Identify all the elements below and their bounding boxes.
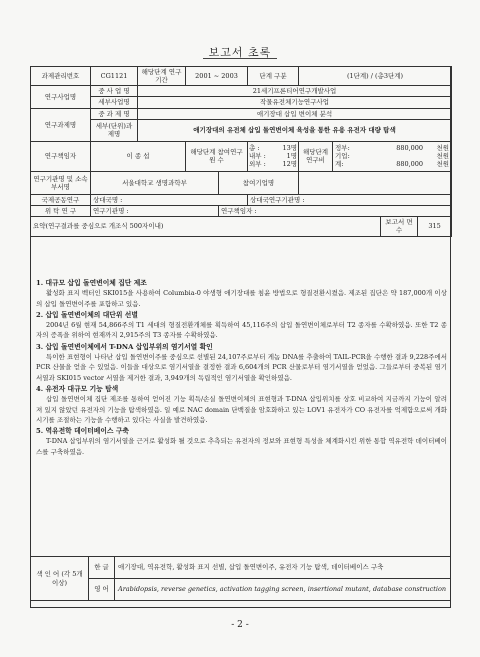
external-value: 12명 [282, 160, 298, 169]
section-heading: 5. 역유전학 데이터베이스 구축 [36, 427, 129, 436]
mid-label: 중 사 업 명 [91, 86, 138, 97]
funding-breakdown [333, 144, 451, 168]
keywords-table [30, 556, 451, 601]
section-heading: 4. 유전자 대규모 기능 탐색 [36, 384, 119, 393]
org-value: 서울대학교 생명과학부 [91, 171, 219, 194]
gov-label: 정부: [335, 143, 350, 152]
researchers-label: 해당단계 참여연구원 수 [186, 141, 248, 171]
ent-value [361, 152, 425, 160]
mid-value: 21세기프론티어연구개발사업 [138, 86, 452, 97]
pages-value: 315 [418, 216, 452, 236]
ent-label: 기업: [335, 152, 350, 161]
org-label: 연구기관명 및 소속부서명 [31, 171, 91, 194]
page-number: - 2 - [231, 620, 249, 630]
stage-period-label: 해당단계 연구기간 [138, 67, 186, 86]
keywords-en-label: 영 어 [89, 579, 115, 601]
period: 2001 ~ 2003 [186, 67, 248, 86]
intl-label: 국제공동연구 [31, 194, 91, 205]
keywords-en: Arabidopsis, reverse genetics, activation tagging screen, insertional mutant, database construction [115, 579, 451, 601]
section-heading: 3. 삽입 돌연변이체에서 T-DNA 삽입부위의 염기서열 확인 [36, 342, 213, 351]
section-3 [36, 342, 447, 383]
keywords-ko: 애기장대, 역유전학, 활성화 표지 선별, 삽입 돌연변이주, 유전자 기능 탐색, 데이터베이스 구축 [115, 557, 451, 579]
commission-org: 연구기관명 : [91, 205, 219, 216]
researchers-breakdown [248, 144, 298, 168]
ent-unit: 천원 [436, 152, 450, 161]
keywords-ko-label: 한 글 [89, 557, 115, 579]
company-label: 참여기업명 [219, 171, 299, 194]
pages-label: 보고서 면수 [381, 216, 418, 236]
keywords-label: 색 인 어 (각 5개 이상) [31, 557, 89, 601]
section-text: 2004년 6월 현재 54,866주의 T1 세대의 형질전환개체를 획득하여 45,116주의 삽입 돌연변이체로부터 T2 종자를 수확하였음. 또한 T2 종자의 증폭을 위하여 현재까지 2,915주의 T3 종자를 수확하였음. [36, 321, 447, 340]
intl-country: 상대국명 : [91, 194, 248, 205]
total-label: 총 : [249, 143, 260, 152]
total-value: 13명 [282, 143, 298, 152]
detail-task-label: 세부(단위)과제명 [91, 119, 138, 141]
pi-name: 이 종 섭 [91, 141, 186, 171]
pi-label: 연구책임자 [31, 141, 91, 171]
summary-label: 요약(연구결과를 중심으로 개조식 500자이내) [31, 216, 381, 236]
title-underline [203, 58, 277, 59]
section-1 [36, 278, 447, 309]
internal-value: 1명 [286, 152, 298, 161]
company-value [299, 171, 452, 194]
stage-label: 단계 구분 [248, 67, 299, 86]
section-2 [36, 310, 447, 341]
section-heading: 2. 삽입 돌연변이체의 대단위 선별 [36, 310, 138, 319]
intl-org: 상대국연구기관명 : [248, 194, 452, 205]
section-text: 활성화 표지 벡터인 SKI015을 사용하여 Columbia-0 야생형 애기장대를 침윤 방법으로 형질전환시켰음. 제조된 집단은 약 187,000개 이상의 삽입 돌연변이주를 포함하고 있음. [36, 289, 447, 308]
report-title: 보고서 초록 [208, 46, 272, 59]
main-task-label: 중 과 제 명 [91, 108, 138, 119]
sub-label: 세부사업명 [91, 97, 138, 108]
detail-task-value: 애기장대의 유전체 삽입 돌연변이체 육성을 통한 유용 유전자 대량 탐색 [138, 119, 452, 141]
commission-label: 위 탁 연 구 [31, 205, 91, 216]
gov-value: 880,000 [396, 143, 424, 152]
metadata-table [30, 66, 452, 237]
section-5 [36, 426, 447, 457]
task-label: 연구과제명 [31, 108, 91, 141]
external-label: 외부 : [249, 160, 266, 169]
section-text: T-DNA 삽입부위의 염기서열을 근거로 활성화 될 것으로 추측되는 유전자의 정보와 표현형 특성을 체계화시킨 위한 통합 역유전학 데이터베이스를 구축하였음. [36, 437, 447, 456]
sub-value: 작물유전체기능연구사업 [138, 97, 452, 108]
commission-pi: 연구책임자 : [219, 205, 452, 216]
stage-value: (1단계) / (총3단계) [299, 67, 452, 86]
section-heading: 1. 대규모 삽입 돌연변이체 집단 제조 [36, 279, 147, 287]
main-task-value: 애기장대 삽입 변이체 분석 [138, 108, 452, 119]
gov-unit: 천원 [436, 143, 450, 152]
task-no: CG1121 [91, 67, 138, 86]
task-no-label: 과제관리번호 [31, 67, 91, 86]
sum-unit: 천원 [436, 160, 450, 169]
section-text: 삽입 돌연변이체 집단 제조를 통하여 얻어진 기능 획득/손실 돌연변이체의 표현형과 T-DNA 삽입위치를 상호 비교하여 지금까지 기능이 알려져 있지 않았던 유전자의 기능을 탐색하였음. 일 예로 NAC domain 단백질을 암호화하고 있는 LOV1 유전자가 CO 유전자를 억제함으로써 개화시기를 조절하는 기능을 수행하고 있다는 사실을 발견하였음. [36, 395, 447, 424]
section-text: 특이한 표현형이 나타난 삽입 돌연변이주를 중심으로 선별된 24,107주로부터 게놈 DNA를 추출하여 TAIL-PCR을 수행한 결과 9,228주에서 PCR 산물을 얻을 수 있었음. 이들을 대상으로 염기서열을 결정한 결과 6,604개의 PCR 산물로부터 염기서열을 얻었음. 그들로부터 중복된 염기서열과 SKI015 vector 서열을 제거한 결과, 3,949개의 독립적인 염기서열을 확인하였음. [36, 353, 447, 382]
summary-body [36, 278, 447, 458]
section-4 [36, 384, 447, 425]
sum-value: 880,000 [396, 160, 424, 169]
funding-label: 해당단계 연구비 [299, 141, 333, 171]
sum-label: 계: [335, 160, 344, 169]
internal-label: 내부 : [249, 152, 266, 161]
project-label: 연구사업명 [31, 86, 91, 108]
